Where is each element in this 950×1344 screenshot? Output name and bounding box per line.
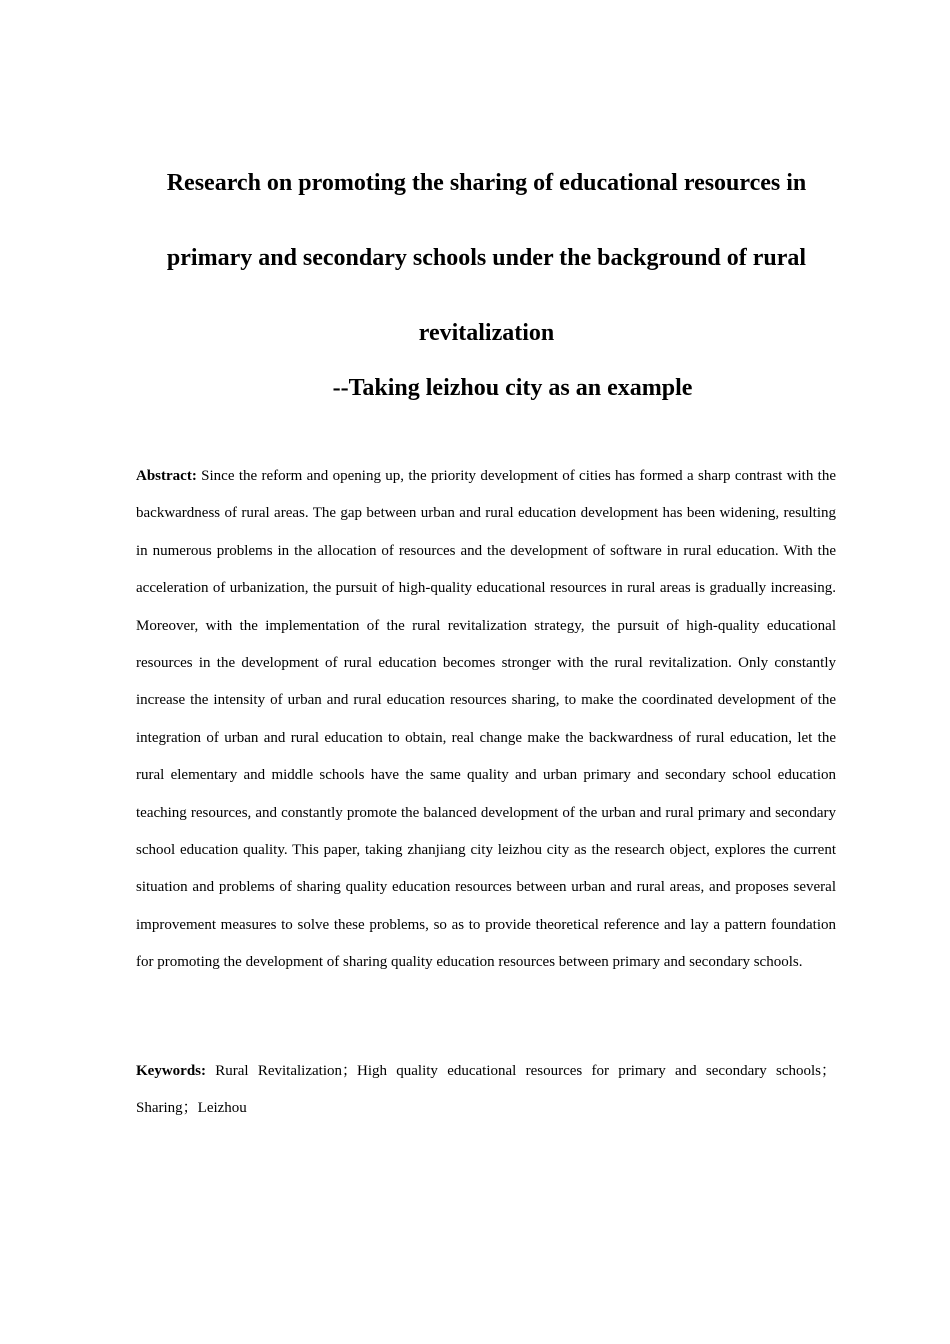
abstract-label: Abstract: [136,468,197,484]
title-line-2: primary and secondary schools under the background of rural [166,245,807,271]
title-line-3: revitalization [418,320,555,346]
paper-title [120,146,853,371]
keywords-label: Keywords: [136,1063,206,1079]
keywords-paragraph [136,1053,836,1128]
abstract-text: Since the reform and opening up, the priority development of cities has formed a sharp contrast with the backwardness of rural areas. The gap between urban and rural education development has been widening, resulting in numerous problems in the allocation of resources and the development of software in rural education. With the acceleration of urbanization, the pursuit of high-quality educational resources in rural areas is gradually increasing. Moreover, with the implementation of the rural revitalization strategy, the pursuit of high-quality educational resources in the development of rural education becomes stronger with the rural revitalization. Only constantly increase the intensity of urban and rural education resources sharing, to make the coordinated development of the integration of urban and rural education to obtain, real change make the backwardness of rural education, let the rural elementary and middle schools have the same quality and urban primary and secondary school education teaching resources, and constantly promote the balanced development of the urban and rural primary and secondary school education quality. This paper, taking zhanjiang city leizhou city as the research object, explores the current situation and problems of sharing quality education resources between urban and rural areas, and proposes several improvement measures to solve these problems, so as to provide theoretical reference and lay a pattern foundation for promoting the development of sharing quality education resources between primary and secondary schools. [136,468,836,971]
keywords-text: Rural Revitalization；High quality educational resources for primary and secondary schools；Sharing；Leizhou [136,1063,836,1117]
title-line-1: Research on promoting the sharing of educational resources in [166,170,807,196]
paper-subtitle: --Taking leizhou city as an example [332,375,693,401]
abstract-paragraph [136,458,836,982]
